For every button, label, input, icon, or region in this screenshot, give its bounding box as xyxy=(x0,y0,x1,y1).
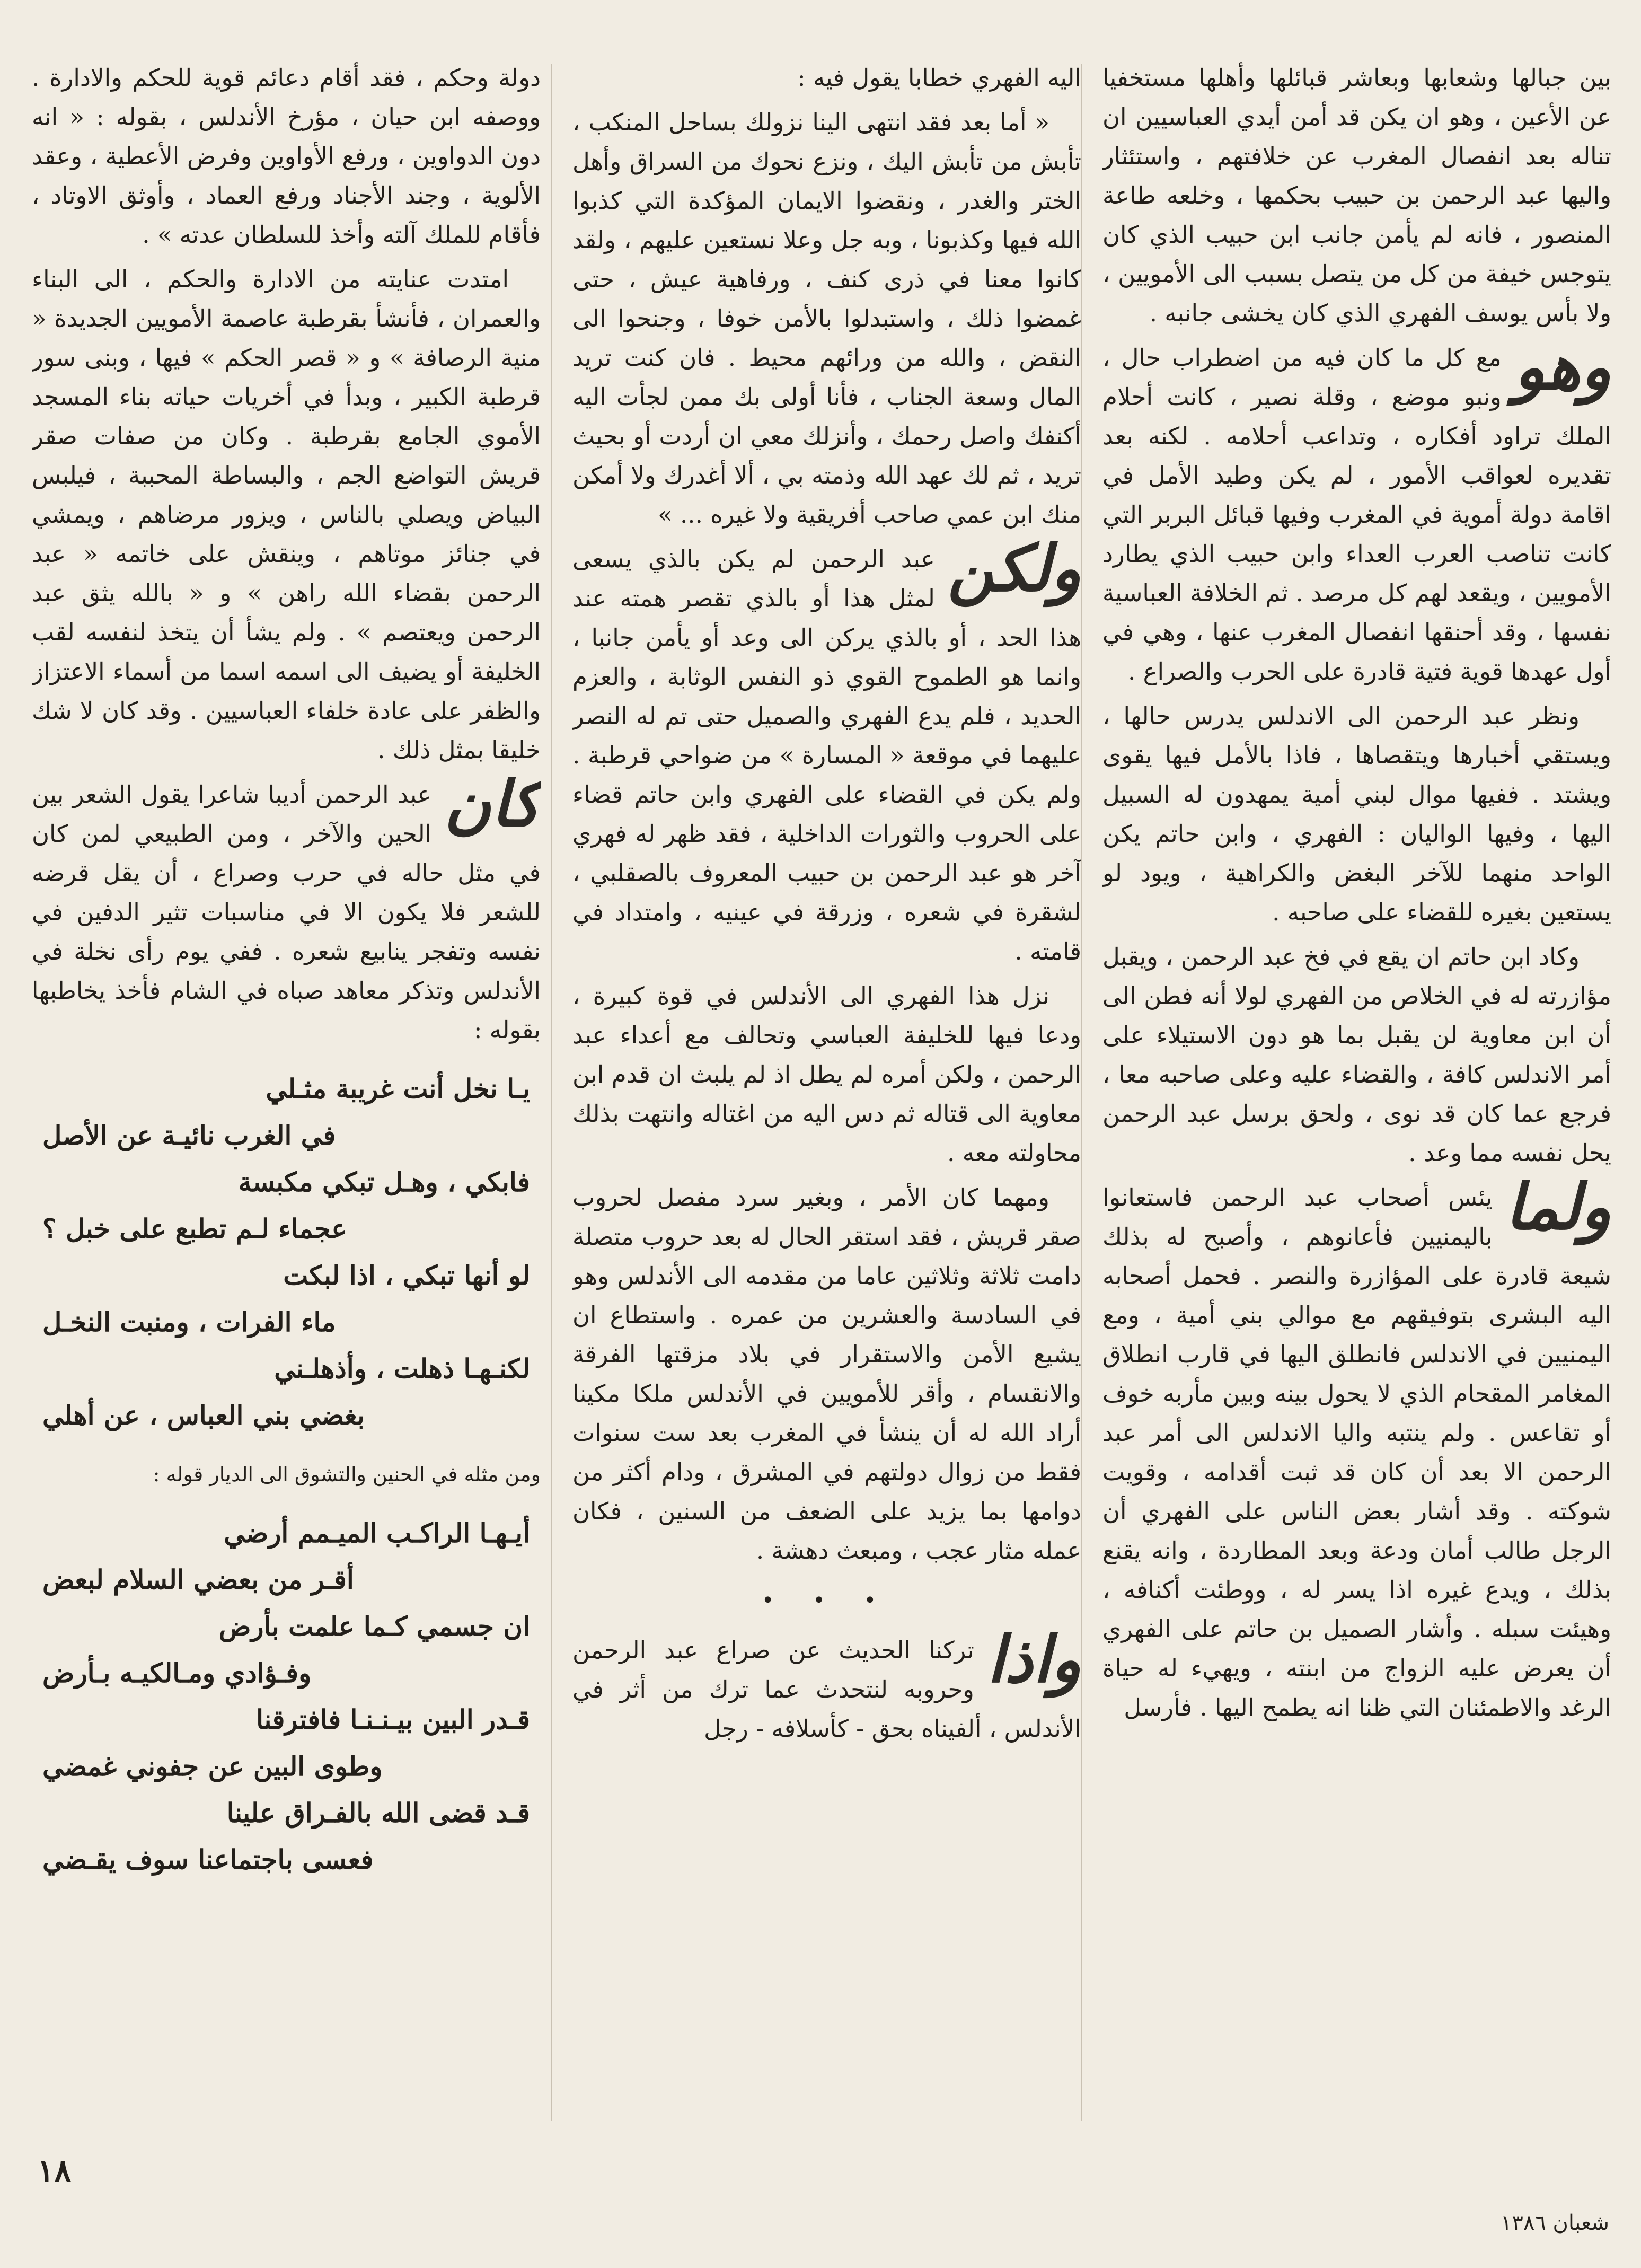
poem-verse: قـد قضى الله بالفـراق علينا xyxy=(226,1797,530,1829)
paragraph-text: يئس أصحاب عبد الرحمن فاستعانوا باليمنيين فأعانوهم ، وأصبح له بذلك شيعة قادرة على المؤازرة والنصر . فحمل أصحابه اليه البشرى بتوفيقهم مع موالي بني أمية ، ومع اليمنيين في الاندلس فانطلق اليها في قارب انطلاق المغامر المقحام الذي لا يحول بينه وبين مأربه خوف أو تقاعس . ولم ينتبه واليا الاندلس الى أمر عبد الرحمن الا بعد أن كان قد ثبت أقدامه ، وقويت شوكته . وقد أشار بعض الناس على الفهري أن الرجل طالب أمان ودعة وبعد المطاردة ، وانه يقنع بذلك ، ويدع غيره اذا يسر له ، ووطئت أكنافه ، وهيئت سبله . وأشار الصميل بن حاتم على الفهري أن يعرض عليه الزواج من ابنته ، ويهيء له حياة الرغد والاطمئنان التي ظنا انه يطمح اليها . فأرسل xyxy=(1102,1183,1611,1721)
poem-verse: لكنـهـا ذهلت ، وأذهلـني xyxy=(274,1353,530,1384)
issue-date: شعبان ١٣٨٦ xyxy=(1500,2211,1609,2235)
column-divider xyxy=(551,64,552,2121)
poem-verse: فابكي ، وهـل تبكي مكبسة xyxy=(238,1166,530,1198)
poem-verse: وطوى البين عن جفوني غمضي xyxy=(42,1751,383,1782)
paragraph xyxy=(32,767,541,1050)
article-column-middle xyxy=(572,58,1081,2126)
paragraph: دولة وحكم ، فقد أقام دعائم قوية للحكم والادارة . ووصفه ابن حيان ، مؤرخ الأندلس ، بقوله : « انه دون الدواوين ، ورفع الأواوين وفرض الأعطية ، وعقد الألوية ، وجند الأجناد ورفع العماد ، وأوثق الاوتاد ، فأقام للملك آلته وأخذ للسلطان عدته » . xyxy=(32,64,541,249)
paragraph-text: عبد الرحمن أديبا شاعرا يقول الشعر بين الحين والآخر ، ومن الطبيعي لمن كان في مثل حاله في حرب وصراع ، أن يقل قرضه للشعر فلا يكون الا في مناسبات تثير الدفين في نفسه وتفجر ينابيع شعره . ففي يوم رأى نخلة في الأندلس وتذكر معاهد صباه في الشام فأخذ يخاطبها بقوله : xyxy=(32,780,541,1044)
poem-verse: أقـر من بعضي السلام لبعض xyxy=(42,1564,354,1595)
drop-word: ولكن xyxy=(947,531,1081,606)
drop-word: ولما xyxy=(1505,1170,1611,1244)
poem-verse: فعسى باجتماعنا سوف يقـضي xyxy=(42,1844,374,1875)
poem-verse: في الغرب نائيـة عن الأصل xyxy=(42,1120,336,1151)
paragraph-text: عبد الرحمن لم يكن بالذي يسعى لمثل هذا أو بالذي تقصر همته عند هذا الحد ، أو بالذي يركن الى وعد أو يأمن جانبا ، وانما هو الطموح القوي ذو النفس الوثابة ، والعزم الحديد ، فلم يدع الفهري والصميل حتى تم له النصر عليهما في موقعة « المسارة » من ضواحي قرطبة . ولم يكن في القضاء على الفهري وابن حاتم قضاء على الحروب والثورات الداخلية ، فقد ظهر له فهري آخر هو عبد الرحمن بن حبيب المعروف بالصقلبي ، لشقرة في شعره ، وزرقة في عينيه ، وامتداد في قامته . xyxy=(572,545,1081,965)
poem-verse: قـدر البين بيـنـنـا فافترقنا xyxy=(256,1704,530,1735)
poem-verse: بغضي بني العباس ، عن أهلي xyxy=(42,1400,365,1431)
section-separator: • • • xyxy=(761,1588,893,1613)
poem-intro-note: ومن مثله في الحنين والتشوق الى الديار قوله : xyxy=(153,1463,541,1486)
paragraph xyxy=(1102,330,1611,691)
poem-verse: أيـهـا الراكـب الميـمم أرضي xyxy=(224,1517,530,1549)
paragraph: اليه الفهري خطابا يقول فيه : xyxy=(797,64,1081,92)
paragraph-text: تركنا الحديث عن صراع عبد الرحمن وحروبه لنتحدث عما ترك من أثر في الأندلس ، ألفيناه بحق - كأسلافه - رجل xyxy=(572,1636,1081,1743)
poem-verse: ان جسمي كـما علمت بأرض xyxy=(218,1611,530,1642)
paragraph xyxy=(572,531,1081,971)
paragraph: نزل هذا الفهري الى الأندلس في قوة كبيرة ، ودعا فيها للخليفة العباسي وتحالف مع أعداء عبد الرحمن ، ولكن أمره لم يطل اذ لم يلبث ان قدم ابن معاوية الى قتاله ثم دس اليه من اغتاله وانتهت بذلك محاولته معه . xyxy=(572,982,1081,1167)
poem-verse: ماء الفرات ، ومنبت النخـل xyxy=(42,1306,336,1338)
column-divider xyxy=(1081,64,1082,2121)
quoted-letter: « أما بعد فقد انتهى الينا نزولك بساحل المنكب ، تأبش من تأبش اليك ، ونزع نحوك من السراق وأهل الختر والغدر ، ونقضوا الايمان المؤكدة التي كذبوا الله فيها وكذبونا ، وبه جل وعلا نستعين عليهم ، ولقد كانوا معنا في ذرى كنف ، ورفاهية عيش ، حتى غمضوا ذلك ، واستبدلوا بالأمن خوفا ، وجنحوا الى النقض ، والله من ورائهم محيط . فان كنت تريد المال وسعة الجناب ، فأنا أولى بك ممن لجأت اليه أكنفك واصل رحمك ، وأنزلك معي ان أردت أو بحيث تريد ، ثم لك عهد الله وذمته بي ، ألا أغدرك ولا أمكن منك ابن عمي صاحب أفريقية ولا غيره ... » xyxy=(572,108,1081,529)
paragraph: بين جبالها وشعابها وبعاشر قبائلها وأهلها مستخفيا عن الأعين ، وهو ان يكن قد أمن أيدي العباسيين ان تناله بعد انفصال المغرب عن خلافتهم ، واستئثار واليها عبد الرحمن بن حبيب بحكمها ، وخلعه طاعة المنصور ، فانه لم يأمن جانب ابن حبيب الذي كان يتوجس خيفة من كل من يتصل بسبب الى الأمويين ، ولا بأس يوسف الفهري الذي كان يخشى جانبه . xyxy=(1102,64,1611,327)
poem-nakhla xyxy=(42,1066,530,1439)
drop-word: كان xyxy=(444,767,541,841)
poem-verse: لو أنها تبكي ، اذا لبكت xyxy=(283,1260,530,1291)
page-number: ١٨ xyxy=(37,2152,72,2190)
article-column-left xyxy=(32,58,541,2126)
paragraph: وكاد ابن حاتم ان يقع في فخ عبد الرحمن ، ويقبل مؤازرته له في الخلاص من الفهري لولا أنه فطن الى أن ابن معاوية لن يقبل بما هو دون الاستيلاء على أمر الاندلس كافة ، والقضاء عليه وعلى صاحبه معا ، فرجع عما كان قد نوى ، ولحق برسل عبد الرحمن يحل نفسه مما وعد . xyxy=(1102,943,1611,1167)
paragraph xyxy=(572,1622,1081,1748)
poem-verse: يـا نخل أنت غريبة مثـلي xyxy=(266,1073,530,1104)
drop-word: واذا xyxy=(986,1622,1081,1697)
poem-hanin xyxy=(42,1510,530,1883)
drop-word: وهو xyxy=(1514,330,1611,405)
poem-verse: عجماء لـم تطبع على خبل ؟ xyxy=(42,1213,348,1244)
paragraph: ومهما كان الأمر ، وبغير سرد مفصل لحروب صقر قريش ، فقد استقر الحال له بعد حروب متصلة دامت ثلاثة وثلاثين عاما من مقدمه الى الأندلس وهو في السادسة والعشرين من عمره . واستطاع ان يشيع الأمن والاستقرار في بلاد مزقتها الفرقة والانقسام ، وأقر للأمويين في الأندلس ملكا مكينا أراد الله له أن ينشأ في المغرب بعد ست سنوات فقط من زوال دولتهم في المشرق ، ودام أكثر من دوامها بما يزيد على الضعف من السنين ، فكان عمله مثار عجب ، ومبعث دهشة . xyxy=(572,1183,1081,1564)
paragraph: ونظر عبد الرحمن الى الاندلس يدرس حالها ، ويستقي أخبارها ويتقصاها ، فاذا بالأمل فيها يقوى ويشتد . ففيها موال لبني أمية يمهدون له السبيل اليها ، وفيها الواليان : الفهري ، وابن حاتم يكن الواحد منهما للآخر البغض والكراهية ، ويود لو يستعين بغيره للقضاء على صاحبه . xyxy=(1102,702,1611,926)
paragraph xyxy=(1102,1170,1611,1727)
paragraph-text: مع كل ما كان فيه من اضطراب حال ، ونبو موضع ، وقلة نصير ، كانت أحلام الملك تراود أفكاره ، وتداعب أحلامه . لكنه بعد تقديره لعواقب الأمور ، لم يكن وطيد الأمل في اقامة دولة أموية في المغرب وفيها قبائل البربر التي كانت تناصب العرب العداء وابن حبيب الذي يطارد الأمويين ، ويقعد لهم كل مرصد . ثم الخلافة العباسية نفسها ، وقد أحنقها انفصال المغرب عنها ، وهي في أول عهدها قوية فتية قادرة على الحرب والصراع . xyxy=(1102,344,1611,685)
poem-verse: وفـؤادي ومـالكيـه بـأرض xyxy=(42,1657,312,1689)
paragraph: امتدت عنايته من الادارة والحكم ، الى البناء والعمران ، فأنشأ بقرطبة عاصمة الأمويين الجديدة « منية الرصافة » و « قصر الحكم » فيها ، وبنى سور قرطبة الكبير ، وبدأ في أخريات حياته بناء المسجد الأموي الجامع بقرطبة . وكان من صفات صقر قريش التواضع الجم ، والبساطة المحببة ، فيلبس البياض ويصلي بالناس ، ويزور مرضاهم ، ويمشي في جنائز موتاهم ، وينقش على خاتمه « عبد الرحمن بقضاء الله راهن » و « بالله يثق عبد الرحمن ويعتصم » . ولم يشأ أن يتخذ لنفسه لقب الخليفة أو يضيف الى اسمه اسما من أسماء الاعتزاز والظفر على عادة خلفاء العباسيين . وقد كان لا شك خليقا بمثل ذلك . xyxy=(32,265,541,764)
article-column-right xyxy=(1102,58,1611,2126)
